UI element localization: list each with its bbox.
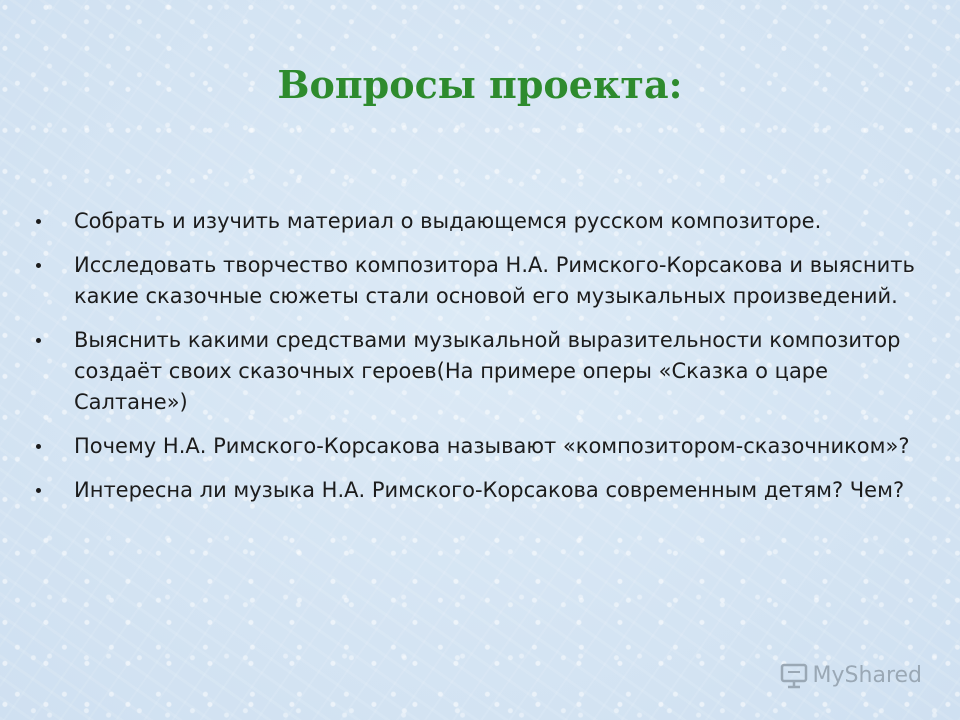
- bullet-marker: [36, 488, 41, 493]
- bullet-marker: [36, 444, 41, 449]
- bullet-marker: [36, 338, 41, 343]
- bullet-text: Интересна ли музыка Н.А. Римского-Корсакова современным детям? Чем?: [74, 478, 905, 502]
- bullet-text: Собрать и изучить материал о выдающемся русском композиторе.: [74, 209, 822, 233]
- watermark-text: MyShared: [812, 662, 922, 688]
- bullet-marker: [36, 263, 41, 268]
- list-item: [36, 250, 936, 312]
- bullet-text: Почему Н.А. Римского-Корсакова называют «композитором-сказочником»?: [74, 434, 910, 458]
- bullet-list: [36, 206, 936, 519]
- myshared-watermark: [779, 660, 922, 690]
- list-item: [36, 325, 936, 418]
- presentation-board-icon: [779, 660, 809, 690]
- bullet-marker: [36, 219, 41, 224]
- slide-title: Вопросы проекта:: [277, 62, 683, 107]
- list-item: [36, 206, 936, 237]
- bullet-text: Исследовать творчество композитора Н.А. Римского-Корсакова и выяснить какие сказочные сюжеты стали основой его музыкальных произведений.: [74, 253, 915, 308]
- bullet-text: Выяснить какими средствами музыкальной выразительности композитор создаёт своих сказочных героев(На примере оперы «Сказка о царе Салтане»): [74, 328, 901, 414]
- list-item: [36, 431, 936, 462]
- list-item: [36, 475, 936, 506]
